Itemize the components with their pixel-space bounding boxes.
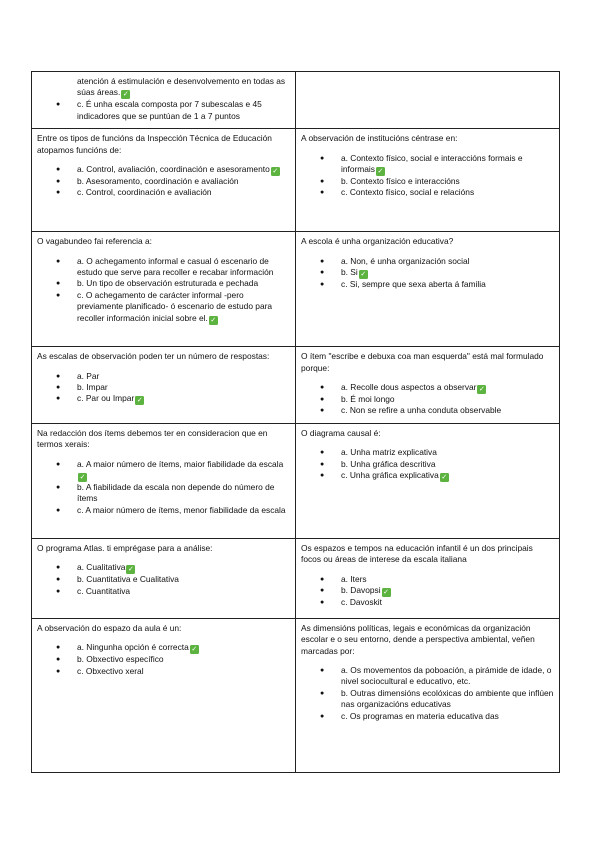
check-mark-icon: ✓ (383, 588, 390, 597)
answer-option-text: c. Par ou Impar (77, 393, 135, 404)
answer-options (301, 447, 554, 482)
question-text: O diagrama causal é: (301, 427, 381, 438)
answer-option (77, 642, 290, 654)
question-text: A observación do espazo da aula é un: (37, 622, 182, 633)
question-text: A observación de institucións céntrase en: (301, 133, 458, 144)
answer-option (341, 597, 554, 608)
question-text: Na redacción dos ítems debemos ter en consideracion que en termos xerais: (37, 427, 268, 450)
answer-options (37, 562, 290, 597)
answer-options (301, 665, 554, 722)
question-text: O vagabundeo fai referencia a: (37, 236, 153, 247)
question-cell-left (32, 232, 296, 347)
answer-option (77, 666, 290, 677)
question-text: As dimensións políticas, legais e económicas da organización escolar e o seu entorno, dende a perspectiva ambiental, veñen marcadas por: (301, 622, 535, 656)
question-cell-left (32, 129, 296, 232)
answer-option-text: atención á estimulación e desenvolvemento en todas as súas áreas. (77, 76, 286, 98)
question-text: A escola é unha organización educativa? (301, 236, 454, 247)
answer-option (77, 290, 290, 325)
check-mark-icon: ✓ (191, 645, 198, 654)
answer-option (77, 505, 290, 516)
answer-option (341, 187, 554, 198)
check-mark-icon: ✓ (210, 315, 217, 324)
question-cell-right (296, 129, 560, 232)
question-text: O programa Atlas. ti emprégase para a análise: (37, 542, 213, 553)
answer-option (77, 76, 290, 99)
answer-option (341, 447, 554, 458)
answer-option-text: c. Non se refire a unha conduta observable (341, 405, 502, 416)
question-cell-right (296, 72, 560, 129)
answer-options (301, 153, 554, 199)
check-mark-icon: ✓ (360, 270, 367, 279)
question-row (32, 423, 560, 538)
answer-option (341, 176, 554, 187)
question-cell-left (32, 618, 296, 772)
answer-option (77, 164, 290, 176)
answer-options (37, 642, 290, 677)
question-cell-right (296, 232, 560, 347)
question-text: Entre os tipos de funcións da Inspección Técnica de Educación atopamos funcións de: (37, 133, 272, 155)
answer-option (77, 393, 290, 405)
answer-options (37, 256, 290, 325)
question-row (32, 129, 560, 232)
quiz-table (31, 71, 560, 773)
question-cell-right (296, 618, 560, 772)
question-cell-left (32, 423, 296, 538)
answer-option (341, 665, 554, 688)
answer-option (77, 187, 290, 198)
answer-option (341, 394, 554, 405)
answer-option (77, 654, 290, 665)
answer-option-text: c. Contexto físico, social e relacións (341, 187, 475, 198)
answer-option-text: c. Unha gráfica explicativa (341, 470, 439, 481)
answer-option-text: b. Contexto físico e interaccións (341, 176, 460, 187)
answer-option-text: b. A fiabilidade da escala non depende do número de ítems (77, 482, 275, 504)
check-mark-icon: ✓ (479, 385, 485, 394)
answer-option-text: a. Iters (341, 573, 367, 584)
answer-option-text: b. Asesoramento, coordinación e avaliación (77, 176, 239, 187)
question-text: As escalas de observación poden ter un número de respostas: (37, 351, 270, 362)
answer-option (341, 267, 554, 279)
answer-option-text: c. Davoskit (341, 597, 382, 608)
answer-option-text: b. Unha gráfica descritiva (341, 458, 436, 469)
answer-option (77, 562, 290, 574)
answer-option (77, 176, 290, 187)
answer-option-text: a. Os movementos da poboación, a pirámide de idade, o nivel sociocultural e educativo, etc. (341, 665, 552, 687)
answer-option (341, 153, 554, 176)
answer-option (77, 256, 290, 279)
answer-option-text: b. É moi longo (341, 394, 395, 405)
question-text: O ítem "escribe e debuxa coa man esquerda" está mal formulado porque: (301, 351, 544, 373)
answer-option-text: b. Cuantitativa e Cualitativa (77, 574, 179, 585)
answer-option-text: c. Cuantitativa (77, 585, 131, 596)
answer-option (341, 688, 554, 711)
answer-option (77, 99, 290, 122)
answer-option-text: a. Par (77, 370, 100, 381)
answer-option (341, 279, 554, 290)
question-row (32, 538, 560, 618)
answer-option-text: a. A maior número de ítems, maior fiabilidade da escala (77, 458, 284, 469)
answer-option-text: b. Outras dimensións ecolóxicas do ambiente que inflúen nas organizacións educativas (341, 687, 554, 710)
answer-option (77, 574, 290, 585)
answer-option (341, 574, 554, 585)
answer-option (341, 256, 554, 267)
answer-option-text: c. Control, coordinación e avaliación (77, 187, 212, 198)
answer-option-text: a. Contexto físico, social e interaccións formais e informais (341, 152, 523, 175)
answer-option (341, 585, 554, 597)
answer-option (77, 459, 290, 482)
check-mark-icon: ✓ (122, 90, 129, 99)
answer-option-text: b. Si (341, 267, 358, 278)
answer-option-text: b. Obxectivo específico (77, 654, 164, 665)
answer-option (77, 371, 290, 382)
answer-option (77, 586, 290, 597)
answer-option (77, 278, 290, 289)
answer-options (37, 76, 290, 122)
answer-option (341, 470, 554, 482)
answer-option (341, 405, 554, 416)
answer-option-text: b. Un tipo de observación estruturada e pechada (77, 278, 259, 289)
answer-option (341, 382, 554, 394)
question-row (32, 347, 560, 424)
answer-options (301, 574, 554, 609)
answer-option-text: c. Obxectivo xeral (77, 665, 144, 676)
answer-option (341, 711, 554, 722)
answer-option-text: a. Ningunha opción é correcta (77, 642, 189, 653)
check-mark-icon: ✓ (377, 167, 384, 176)
question-cell-left (32, 347, 296, 424)
answer-option-text: a. Recolle dous aspectos a observar (341, 382, 477, 393)
answer-option-text: a. Non, é unha organización social (341, 255, 470, 266)
question-cell-left (32, 72, 296, 129)
check-mark-icon: ✓ (79, 473, 86, 482)
answer-option-text: a. Cualitativa (77, 562, 126, 573)
quiz-table-body (32, 72, 560, 773)
answer-option (77, 482, 290, 505)
answer-option-text: c. A maior número de ítems, menor fiabilidade da escala (77, 504, 286, 515)
answer-option-text: b. Impar (77, 382, 108, 393)
question-cell-left (32, 538, 296, 618)
answer-options (301, 382, 554, 417)
answer-option-text: a. O achegamento informal e casual ó escenario de estudo que serve para recoller e recabar información (77, 255, 274, 278)
question-row (32, 232, 560, 347)
question-cell-right (296, 423, 560, 538)
answer-option-text: c. Si, sempre que sexa aberta á familia (341, 279, 486, 290)
question-cell-right (296, 347, 560, 424)
check-mark-icon: ✓ (441, 473, 448, 482)
answer-option (77, 382, 290, 393)
answer-option-text: a. Unha matriz explicativa (341, 447, 437, 458)
check-mark-icon: ✓ (272, 167, 279, 176)
answer-options (37, 371, 290, 406)
answer-options (37, 459, 290, 517)
answer-option (341, 459, 554, 470)
answer-option-text: c. O achegamento de carácter informal -pero previamente planificado- ó escenario de estudo para recoller información inicial sobre el. (77, 289, 273, 323)
question-row (32, 618, 560, 772)
question-cell-right (296, 538, 560, 618)
answer-options (37, 164, 290, 199)
question-text: Os espazos e tempos na educación infantil é un dos principais focos ou áreas de interese da escala italiana (301, 542, 533, 565)
answer-option-text: c. Os programas en materia educativa das (341, 710, 499, 721)
check-mark-icon: ✓ (136, 396, 143, 405)
question-row (32, 72, 560, 129)
answer-option-text: c. É unha escala composta por 7 subescalas e 45 indicadores que se puntúan de 1 a 7 puntos (77, 99, 262, 121)
answer-options (301, 256, 554, 291)
check-mark-icon: ✓ (127, 565, 134, 574)
answer-option-text: b. Davopsi (341, 585, 381, 596)
answer-option-text: a. Control, avaliación, coordinación e asesoramento (77, 164, 270, 175)
